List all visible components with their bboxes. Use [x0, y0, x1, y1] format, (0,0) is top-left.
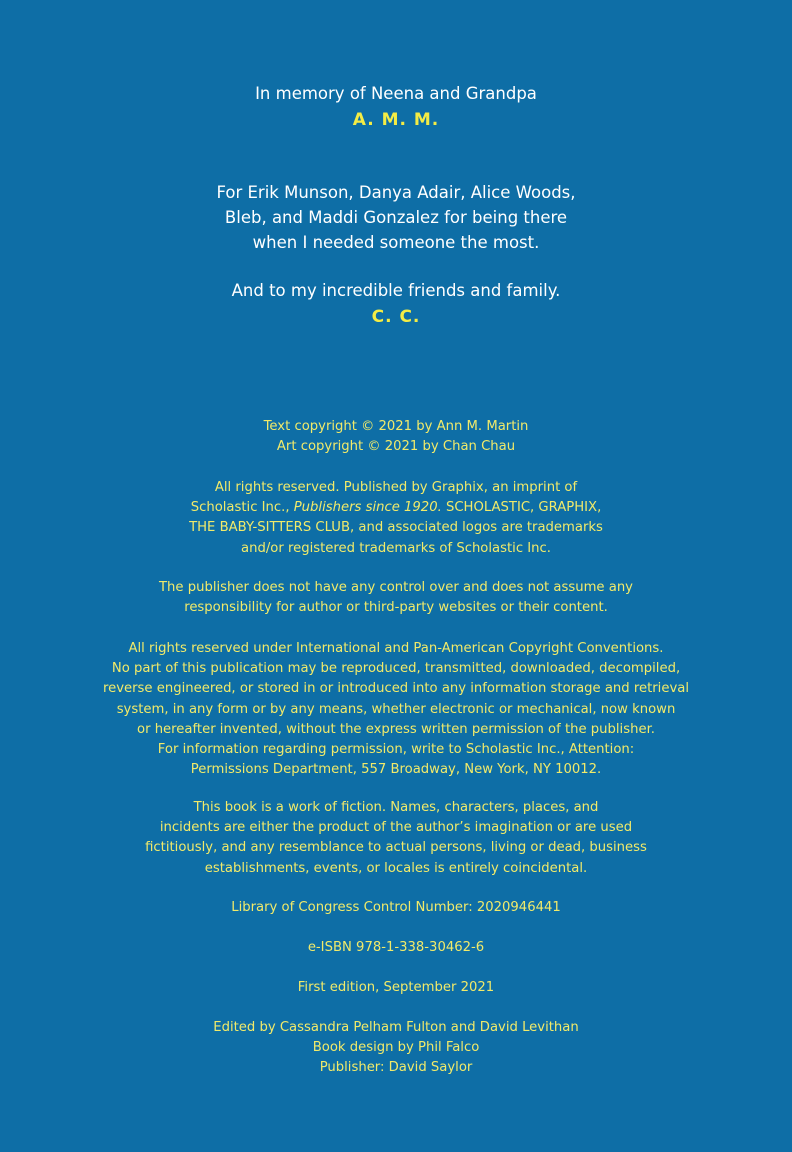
publisher-note-line-2: responsibility for author or third-party websites or their content.: [184, 600, 608, 616]
fiction-line-2: incidents are either the product of the author’s imagination or are used: [159, 820, 633, 836]
rights-line-1: All rights reserved. Published by Graphix, an imprint of: [214, 480, 578, 495]
art-copyright: Art copyright © 2021 by Chan Chau: [276, 439, 516, 455]
conventions-line-5: or hereafter invented, without the express written permission of the publisher.: [137, 721, 655, 737]
fiction-line-3: fictitiously, and any resemblance to actual persons, living or dead, business: [145, 840, 647, 856]
text-copyright: Text copyright © 2021 by Ann M. Martin: [263, 419, 529, 434]
conventions-line-4: system, in any form or by any means, whether electronic or mechanical, now known: [116, 701, 676, 717]
rights-line-4: and/or registered trademarks of Scholastic Inc.: [241, 540, 551, 556]
isbn-block: [0, 938, 792, 958]
author-initials: A. M. M.: [352, 110, 440, 130]
lccn-block: [0, 898, 792, 918]
edition: First edition, September 2021: [297, 980, 495, 995]
conventions-line-7: Permissions Department, 557 Broadway, New York, NY 10012.: [190, 762, 602, 778]
rights-line-2: [0, 498, 792, 518]
fiction-block: [0, 798, 792, 879]
dedication-artist: [0, 180, 792, 330]
rights-line-2-a: Scholastic Inc.,: [190, 500, 294, 516]
rights-line-3: THE BABY-SITTERS CLUB, and associated logos are trademarks: [189, 520, 603, 536]
dedication-author: [0, 81, 792, 133]
conventions-line-3: reverse engineered, or stored in or introduced into any information storage and retrieval: [102, 681, 690, 697]
conventions-block: [0, 639, 792, 780]
dedication-artist-line-2: Bleb, and Maddi Gonzalez for being there: [224, 208, 568, 227]
conventions-line-6: For information regarding permission, write to Scholastic Inc., Attention:: [157, 742, 635, 758]
credits-publisher: Publisher: David Saylor: [319, 1060, 473, 1076]
publisher-note-line-1: The publisher does not have any control over and does not assume any: [159, 580, 633, 595]
artist-initials: C. C.: [371, 307, 421, 327]
dedication-artist-closing: And to my incredible friends and family.: [231, 281, 561, 300]
copyright-block: [0, 417, 792, 457]
dedication-author-line: In memory of Neena and Grandpa: [255, 84, 537, 103]
dedication-artist-line-1: For Erik Munson, Danya Adair, Alice Woods,: [216, 183, 576, 202]
rights-line-2-italic: Publishers since 1920.: [293, 500, 442, 516]
credits-block: [0, 1018, 792, 1079]
edition-block: [0, 978, 792, 998]
rights-block: [0, 478, 792, 559]
fiction-line-1: This book is a work of fiction. Names, characters, places, and: [193, 800, 599, 815]
conventions-line-2: No part of this publication may be reproduced, transmitted, downloaded, decompiled,: [111, 661, 681, 677]
dedication-artist-line-3: when I needed someone the most.: [252, 233, 540, 252]
credits-design: Book design by Phil Falco: [312, 1040, 480, 1056]
credits-edited: Edited by Cassandra Pelham Fulton and David Levithan: [213, 1020, 579, 1035]
fiction-line-4: establishments, events, or locales is entirely coincidental.: [204, 860, 588, 876]
rights-line-2-b: SCHOLASTIC, GRAPHIX,: [441, 500, 602, 516]
conventions-line-1: All rights reserved under International and Pan-American Copyright Conventions.: [128, 641, 664, 656]
isbn: e-ISBN 978-1-338-30462-6: [307, 940, 485, 955]
lccn: Library of Congress Control Number: 2020946441: [231, 900, 561, 915]
publisher-note-block: [0, 578, 792, 618]
